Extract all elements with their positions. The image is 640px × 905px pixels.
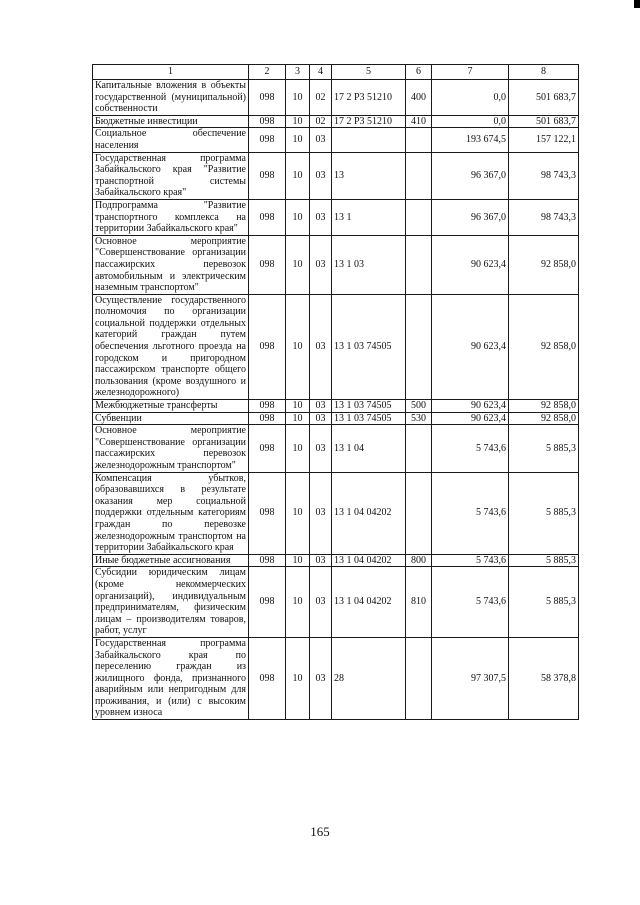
section-cell: 10 bbox=[286, 152, 310, 199]
amount-cell: 5 743,6 bbox=[432, 554, 509, 567]
amount-cell: 5 743,6 bbox=[432, 425, 509, 472]
amount-cell: 501 683,7 bbox=[509, 115, 579, 128]
expense-type-cell bbox=[406, 425, 432, 472]
amount-cell: 90 623,4 bbox=[432, 412, 509, 425]
table-row bbox=[93, 412, 579, 425]
section-cell: 10 bbox=[286, 235, 310, 294]
subsection-cell: 02 bbox=[310, 115, 332, 128]
admin-code-cell: 098 bbox=[249, 80, 286, 116]
expense-type-cell bbox=[406, 235, 432, 294]
amount-cell: 97 307,5 bbox=[432, 637, 509, 719]
target-article-cell: 13 1 04 04202 bbox=[332, 554, 406, 567]
admin-code-cell: 098 bbox=[249, 412, 286, 425]
admin-code-cell: 098 bbox=[249, 567, 286, 638]
section-cell: 10 bbox=[286, 400, 310, 413]
header-cell: 2 bbox=[249, 65, 286, 80]
amount-cell: 193 674,5 bbox=[432, 128, 509, 152]
target-article-cell: 28 bbox=[332, 637, 406, 719]
section-cell: 10 bbox=[286, 412, 310, 425]
header-cell: 7 bbox=[432, 65, 509, 80]
subsection-cell: 03 bbox=[310, 554, 332, 567]
table-row bbox=[93, 554, 579, 567]
header-cell: 6 bbox=[406, 65, 432, 80]
amount-cell: 96 367,0 bbox=[432, 152, 509, 199]
table-row bbox=[93, 152, 579, 199]
expense-type-cell bbox=[406, 294, 432, 399]
table-row bbox=[93, 472, 579, 554]
subsection-cell: 03 bbox=[310, 400, 332, 413]
admin-code-cell: 098 bbox=[249, 554, 286, 567]
table-row bbox=[93, 294, 579, 399]
subsection-cell: 03 bbox=[310, 425, 332, 472]
expense-type-cell bbox=[406, 128, 432, 152]
admin-code-cell: 098 bbox=[249, 128, 286, 152]
table-row bbox=[93, 115, 579, 128]
admin-code-cell: 098 bbox=[249, 115, 286, 128]
target-article-cell: 13 1 04 bbox=[332, 425, 406, 472]
section-cell: 10 bbox=[286, 80, 310, 116]
table-row bbox=[93, 637, 579, 719]
admin-code-cell: 098 bbox=[249, 199, 286, 235]
amount-cell: 92 858,0 bbox=[509, 400, 579, 413]
amount-cell: 90 623,4 bbox=[432, 235, 509, 294]
admin-code-cell: 098 bbox=[249, 235, 286, 294]
amount-cell: 501 683,7 bbox=[509, 80, 579, 116]
admin-code-cell: 098 bbox=[249, 472, 286, 554]
amount-cell: 5 743,6 bbox=[432, 567, 509, 638]
row-name-cell: Капитальные вложения в объекты государственной (муниципальной) собственности bbox=[93, 80, 249, 116]
amount-cell: 157 122,1 bbox=[509, 128, 579, 152]
amount-cell: 5 885,3 bbox=[509, 554, 579, 567]
target-article-cell: 13 1 04 04202 bbox=[332, 567, 406, 638]
subsection-cell: 03 bbox=[310, 637, 332, 719]
header-cell: 8 bbox=[509, 65, 579, 80]
table-row bbox=[93, 128, 579, 152]
admin-code-cell: 098 bbox=[249, 152, 286, 199]
admin-code-cell: 098 bbox=[249, 425, 286, 472]
row-name-cell: Осуществление государственного полномочия по организации социальной поддержки отдельных категорий граждан путем обеспечения льготного проезда на городском и пригородном пассажирском транспорте общего пользования (кроме воздушного и железнодорожного) bbox=[93, 294, 249, 399]
expense-type-cell bbox=[406, 637, 432, 719]
budget-table bbox=[92, 64, 579, 720]
expense-type-cell bbox=[406, 472, 432, 554]
row-name-cell: Государственная программа Забайкальского края "Развитие транспортной системы Забайкальского края" bbox=[93, 152, 249, 199]
admin-code-cell: 098 bbox=[249, 294, 286, 399]
amount-cell: 5 885,3 bbox=[509, 567, 579, 638]
subsection-cell: 03 bbox=[310, 199, 332, 235]
header-cell: 4 bbox=[310, 65, 332, 80]
subsection-cell: 03 bbox=[310, 412, 332, 425]
target-article-cell: 13 1 03 bbox=[332, 235, 406, 294]
expense-type-cell: 500 bbox=[406, 400, 432, 413]
row-name-cell: Компенсация убытков, образовавшихся в результате оказания мер социальной поддержки отдельным категориям граждан по перевозке железнодорожным транспортом на территории Забайкальского края bbox=[93, 472, 249, 554]
amount-cell: 90 623,4 bbox=[432, 294, 509, 399]
admin-code-cell: 098 bbox=[249, 637, 286, 719]
table-header-row bbox=[93, 65, 579, 80]
section-cell: 10 bbox=[286, 567, 310, 638]
expense-type-cell bbox=[406, 199, 432, 235]
expense-type-cell bbox=[406, 152, 432, 199]
amount-cell: 92 858,0 bbox=[509, 412, 579, 425]
amount-cell: 98 743,3 bbox=[509, 199, 579, 235]
section-cell: 10 bbox=[286, 554, 310, 567]
amount-cell: 5 885,3 bbox=[509, 425, 579, 472]
admin-code-cell: 098 bbox=[249, 400, 286, 413]
subsection-cell: 03 bbox=[310, 128, 332, 152]
section-cell: 10 bbox=[286, 472, 310, 554]
amount-cell: 92 858,0 bbox=[509, 294, 579, 399]
target-article-cell: 17 2 P3 51210 bbox=[332, 115, 406, 128]
section-cell: 10 bbox=[286, 199, 310, 235]
target-article-cell: 13 1 04 04202 bbox=[332, 472, 406, 554]
amount-cell: 90 623,4 bbox=[432, 400, 509, 413]
row-name-cell: Подпрограмма "Развитие транспортного комплекса на территории Забайкальского края" bbox=[93, 199, 249, 235]
header-cell: 3 bbox=[286, 65, 310, 80]
subsection-cell: 03 bbox=[310, 567, 332, 638]
amount-cell: 96 367,0 bbox=[432, 199, 509, 235]
row-name-cell: Субвенции bbox=[93, 412, 249, 425]
amount-cell: 0,0 bbox=[432, 115, 509, 128]
header-cell: 5 bbox=[332, 65, 406, 80]
table-body bbox=[93, 80, 579, 720]
target-article-cell: 13 1 03 74505 bbox=[332, 294, 406, 399]
section-cell: 10 bbox=[286, 128, 310, 152]
amount-cell: 98 743,3 bbox=[509, 152, 579, 199]
expense-type-cell: 400 bbox=[406, 80, 432, 116]
row-name-cell: Государственная программа Забайкальского края по переселению граждан из жилищного фонда, признанного аварийным или непригодным для проживания, и (или) с высоким уровнем износа bbox=[93, 637, 249, 719]
header-cell: 1 bbox=[93, 65, 249, 80]
target-article-cell: 13 1 03 74505 bbox=[332, 400, 406, 413]
row-name-cell: Социальное обеспечение населения bbox=[93, 128, 249, 152]
target-article-cell: 17 2 P3 51210 bbox=[332, 80, 406, 116]
amount-cell: 92 858,0 bbox=[509, 235, 579, 294]
page-number: 165 bbox=[310, 824, 330, 839]
expense-type-cell: 530 bbox=[406, 412, 432, 425]
subsection-cell: 03 bbox=[310, 235, 332, 294]
expense-type-cell: 410 bbox=[406, 115, 432, 128]
row-name-cell: Субсидии юридическим лицам (кроме некоммерческих организаций), индивидуальным предпринимателям, физическим лицам – производителям товаров, работ, услуг bbox=[93, 567, 249, 638]
subsection-cell: 03 bbox=[310, 294, 332, 399]
amount-cell: 58 378,8 bbox=[509, 637, 579, 719]
target-article-cell bbox=[332, 128, 406, 152]
row-name-cell: Бюджетные инвестиции bbox=[93, 115, 249, 128]
subsection-cell: 02 bbox=[310, 80, 332, 116]
row-name-cell: Межбюджетные трансферты bbox=[93, 400, 249, 413]
amount-cell: 5 743,6 bbox=[432, 472, 509, 554]
table-row bbox=[93, 400, 579, 413]
amount-cell: 0,0 bbox=[432, 80, 509, 116]
table-row bbox=[93, 425, 579, 472]
table-row bbox=[93, 567, 579, 638]
subsection-cell: 03 bbox=[310, 472, 332, 554]
expense-type-cell: 810 bbox=[406, 567, 432, 638]
scan-corner-mark bbox=[634, 0, 640, 8]
row-name-cell: Основное мероприятие "Совершенствование организации пассажирских перевозок автомобильным и электрическим наземным транспортом" bbox=[93, 235, 249, 294]
target-article-cell: 13 bbox=[332, 152, 406, 199]
row-name-cell: Иные бюджетные ассигнования bbox=[93, 554, 249, 567]
section-cell: 10 bbox=[286, 294, 310, 399]
amount-cell: 5 885,3 bbox=[509, 472, 579, 554]
table-row bbox=[93, 235, 579, 294]
row-name-cell: Основное мероприятие "Совершенствование организации пассажирских перевозок железнодорожным транспортом" bbox=[93, 425, 249, 472]
section-cell: 10 bbox=[286, 425, 310, 472]
section-cell: 10 bbox=[286, 637, 310, 719]
subsection-cell: 03 bbox=[310, 152, 332, 199]
target-article-cell: 13 1 bbox=[332, 199, 406, 235]
expense-type-cell: 800 bbox=[406, 554, 432, 567]
section-cell: 10 bbox=[286, 115, 310, 128]
table-row bbox=[93, 80, 579, 116]
table-row bbox=[93, 199, 579, 235]
target-article-cell: 13 1 03 74505 bbox=[332, 412, 406, 425]
